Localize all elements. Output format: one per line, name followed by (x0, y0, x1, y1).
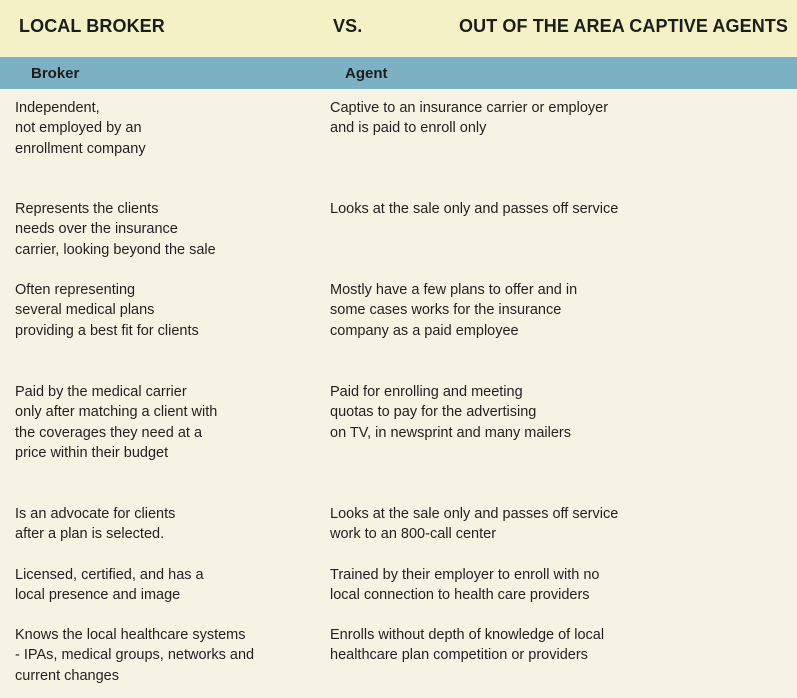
broker-cell-2: Represents the clients needs over the insurance carrier, looking beyond the sale (15, 201, 216, 258)
broker-cell-1: Independent, not employed by an enrollment company (15, 100, 146, 157)
column-header-broker: Broker (31, 65, 80, 82)
broker-cell-5: Is an advocate for clients after a plan is selected. (15, 506, 176, 543)
column-header-bar (0, 57, 797, 89)
title-captive-agents: OUT OF THE AREA CAPTIVE AGENTS (459, 16, 789, 36)
agent-cell-2: Looks at the sale only and passes off service (330, 201, 619, 217)
agent-cell-5: Looks at the sale only and passes off service work to an 800-call center (330, 506, 619, 543)
title-vs: VS. (333, 16, 363, 36)
agent-cell-1: Captive to an insurance carrier or employer and is paid to enroll only (330, 100, 609, 137)
title-bar (0, 0, 797, 57)
broker-cell-3: Often representing several medical plans providing a best fit for clients (15, 282, 199, 339)
column-header-agent: Agent (345, 65, 388, 82)
agent-cell-3: Mostly have a few plans to offer and in some cases works for the insurance company as a paid employee (330, 282, 578, 339)
broker-cell-6: Licensed, certified, and has a local presence and image (15, 567, 204, 604)
broker-cell-7: Knows the local healthcare systems - IPAs, medical groups, networks and current changes (15, 627, 255, 684)
agent-cell-7: Enrolls without depth of knowledge of local healthcare plan competition or providers (330, 627, 605, 664)
broker-cell-4: Paid by the medical carrier only after matching a client with the coverages they need at a price within their budget (15, 384, 218, 462)
title-local-broker: LOCAL BROKER (19, 16, 165, 36)
agent-cell-6: Trained by their employer to enroll with no local connection to health care providers (330, 567, 600, 604)
agent-cell-4: Paid for enrolling and meeting quotas to pay for the advertising on TV, in newsprint and many mailers (330, 384, 571, 441)
